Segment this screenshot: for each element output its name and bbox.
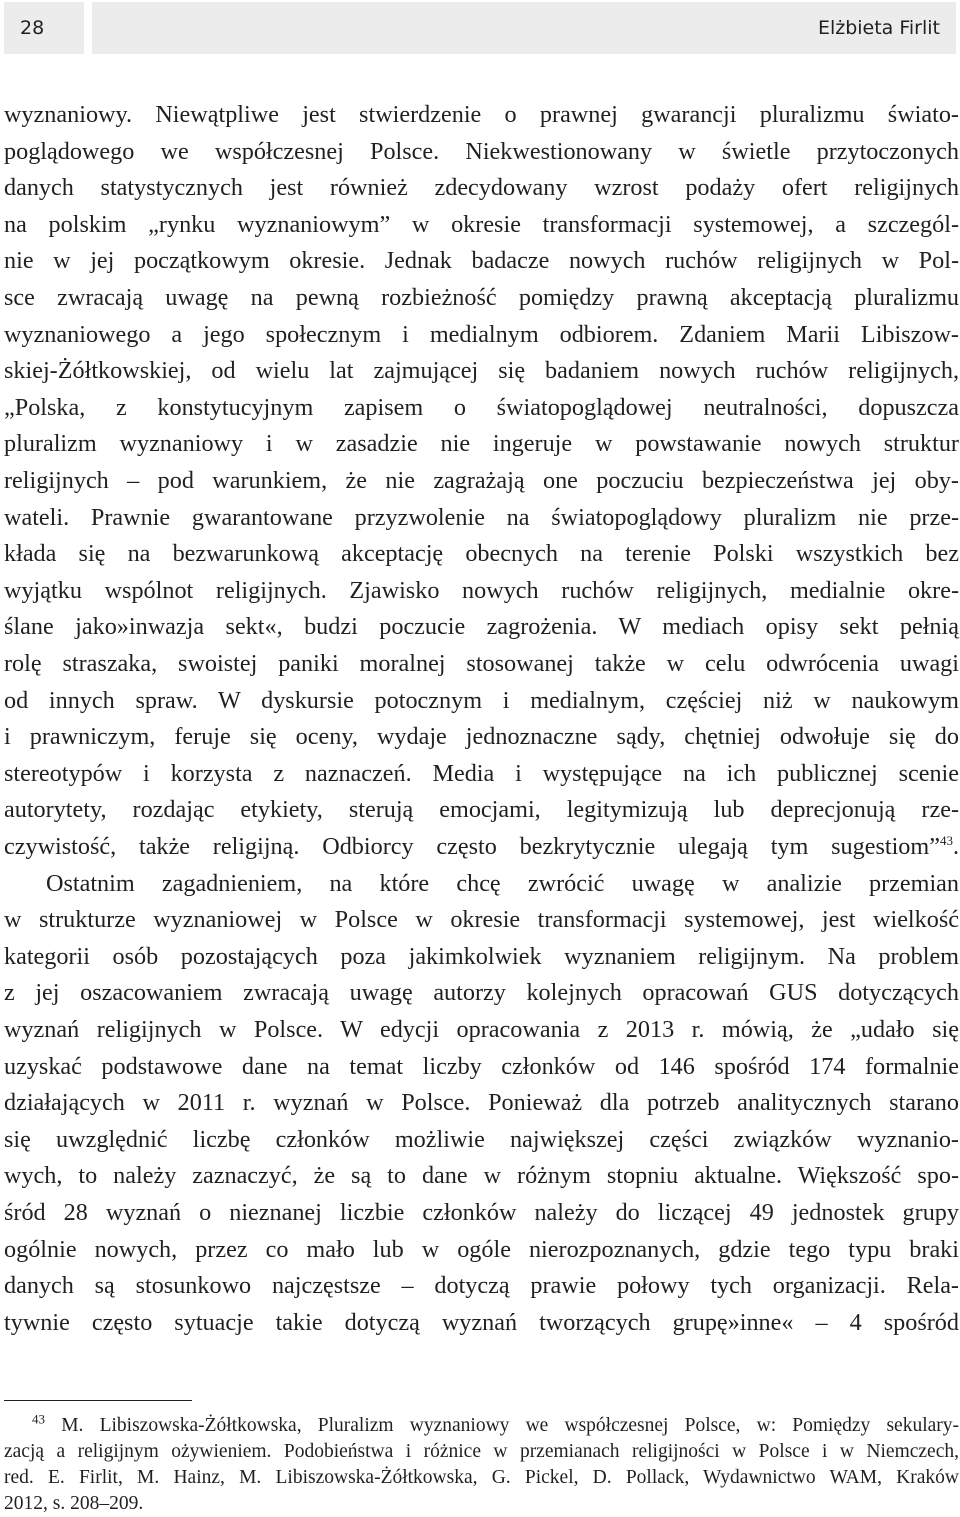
footnote-line: red. E. Firlit, M. Hainz, M. Libiszowska-Żółtkowska, G. Pickel, D. Pollack, Wydawnictwo WAM, Kraków: [4, 1467, 959, 1488]
text-line: wateli. Prawnie gwarantowane przyzwolenie na światopoglądowy pluralizm nie prze-: [4, 503, 959, 531]
paragraph-first-line: Ostatnim zagadnieniem, na które chcę zwrócić uwagę w analizie przemian: [46, 869, 959, 897]
text-line: nie w jej początkowym okresie. Jednak badacze nowych ruchów religijnych w Pol-: [4, 247, 959, 275]
text-line: z jej oszacowaniem zwracają uwagę autorzy kolejnych opracowań GUS dotyczących: [4, 979, 959, 1007]
text-line: danych statystycznych jest również zdecydowany wzrost podaży ofert religijnych: [4, 174, 959, 202]
footnote-number: 43: [32, 1411, 45, 1427]
footnote-reference: 43: [939, 832, 953, 848]
text-line: wyznań religijnych w Polsce. W edycji opracowania z 2013 r. mówią, że „udało się: [4, 1016, 959, 1043]
text-line: ślane jako»inwazja sekt«, budzi poczucie zagrożenia. W mediach opisy sekt pełnią: [4, 613, 959, 641]
text-line: ogólnie nowych, przez co mało lub w ogóle nierozpoznanych, gdzie tego typu braki: [4, 1235, 959, 1263]
text-line: autorytety, rozdając etykiety, sterują emocjami, legitymizują lub deprecjonują rze-: [4, 796, 959, 824]
text-line: wyznaniowy. Niewątpliwe jest stwierdzenie o prawnej gwarancji pluralizmu świato-: [4, 101, 959, 128]
text-line: w strukturze wyznaniowej w Polsce w okresie transformacji systemowej, jest wielkość: [4, 906, 959, 934]
text-line: wyznaniowego a jego społecznym i medialnym odbiorem. Zdaniem Marii Libiszow-: [4, 320, 959, 348]
text-line: uzyskać podstawowe dane na temat liczby członków od 146 spośród 174 formalnie: [4, 1052, 959, 1080]
running-header: [0, 0, 960, 56]
text-line: i prawniczym, feruje się oceny, wydaje jednoznaczne sądy, chętniej odwołuje się do: [4, 723, 959, 751]
text-line: tywnie często sytuacje takie dotyczą wyznań tworzących grupę»inne« – 4 spośród: [4, 1308, 959, 1336]
text-line: kategorii osób pozostających poza jakimkolwiek wyznaniem religijnym. Na problem: [4, 942, 959, 970]
text-line: pluralizm wyznaniowy i w zasadzie nie ingeruje w powstawanie nowych struktur: [4, 430, 959, 458]
text-line: od innych spraw. W dyskursie potocznym i medialnym, częściej niż w naukowym: [4, 686, 959, 714]
text-line: wyjątku wspólnot religijnych. Zjawisko nowych ruchów religijnych, medialnie okre-: [4, 576, 959, 604]
footnote-divider: [4, 1400, 192, 1401]
text-line: „Polska, z konstytucyjnym zapisem o światopoglądowej neutralności, dopuszcza: [4, 393, 959, 421]
running-head-author: Elżbieta Firlit: [92, 2, 956, 54]
footnote-line: zacją a religijnym ożywieniem. Podobieństwa i różnice w przemianach religijności w Polsce i w Niemczech,: [4, 1441, 959, 1462]
text-line: danych są stosunkowo najczęstsze – dotyczą prawie połowy tych organizacji. Rela-: [4, 1272, 959, 1300]
text-line: śród 28 wyznań o nieznanej liczbie członków należy do liczącej 49 jednostek grupy: [4, 1199, 959, 1226]
text-line: wych, to należy zaznaczyć, że są to dane w różnym stopniu aktualne. Większość spo-: [4, 1162, 959, 1190]
footnote-reference-tail: .: [952, 833, 959, 860]
text-line: rolę straszaka, swoistej paniki moralnej stosowanej także w celu odwrócenia uwagi: [4, 650, 959, 677]
text-line: na polskim „rynku wyznaniowym” w okresie transformacji systemowej, a szczegól-: [4, 210, 959, 238]
text-line: działających w 2011 r. wyznań w Polsce. Ponieważ dla potrzeb analitycznych starano: [4, 1089, 959, 1117]
footnote-line: 2012, s. 208–209.: [4, 1493, 144, 1514]
page-number: 28: [4, 2, 84, 54]
text-line: skiej-Żółtkowskiej, od wielu lat zajmującej się badaniem nowych ruchów religijnych,: [4, 357, 959, 385]
footnote-line: [32, 1412, 959, 1439]
text-line: się uwzględnić liczbę członków możliwie największej części związków wyznanio-: [4, 1125, 959, 1153]
text-line: religijnych – pod warunkiem, że nie zagrażają one poczuciu bezpieczeństwa jej oby-: [4, 467, 959, 494]
footnote-text: M. Libiszowska-Żółtkowska, Pluralizm wyznaniowy we współczesnej Polsce, w: Pomiędzy sekulary-: [61, 1415, 960, 1436]
text-line: poglądowego we współczesnej Polsce. Niekwestionowany w świetle przytoczonych: [4, 137, 959, 165]
text-line: czywistość, także religijną. Odbiorcy często bezkrytycznie ulegają tym sugestiom”: [4, 833, 940, 860]
text-line: sce zwracają uwagę na pewną rozbieżność pomiędzy prawną akceptacją pluralizmu: [4, 284, 959, 311]
text-line: kłada się na bezwarunkową akceptację obecnych na terenie Polski wszystkich bez: [4, 540, 959, 568]
text-line-with-footnote: [4, 829, 959, 865]
text-line: stereotypów i korzysta z naznaczeń. Media i występujące na ich publicznej scenie: [4, 759, 959, 787]
